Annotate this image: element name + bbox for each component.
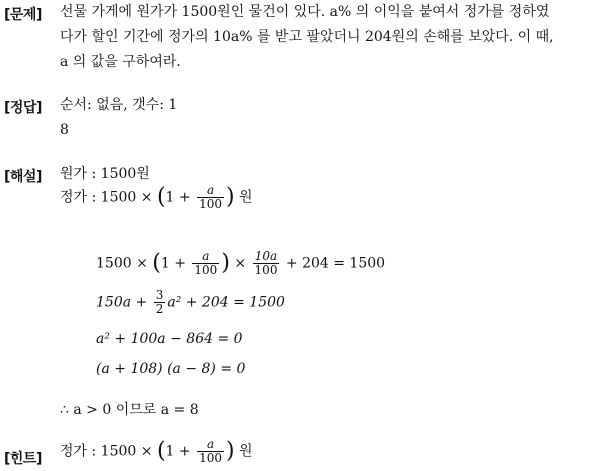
fraction-a-over-100: [197, 438, 224, 465]
problem-line-1: 선물 가게에 원가가 1500원인 물건이 있다. a% 의 이익을 붙여서 정가를 정하였: [60, 4, 550, 20]
right-paren: ): [225, 438, 235, 464]
fraction-denominator: 100: [199, 197, 222, 212]
equation-4: (a + 108) (a − 8) = 0: [96, 361, 246, 377]
won-unit: 원: [239, 443, 253, 460]
conclusion-line: ∴ a > 0 이므로 a = 8: [60, 402, 199, 418]
fraction-numerator: a: [206, 437, 215, 451]
one-plus: 1 +: [165, 189, 196, 206]
fraction-denominator: 100: [199, 451, 222, 466]
hint-tag: [힌트]: [4, 451, 42, 467]
fraction-a-over-100: [192, 250, 219, 277]
right-paren: ): [221, 250, 230, 276]
won-unit: 원: [239, 189, 253, 206]
answer-tag: [정답]: [4, 100, 42, 116]
answer-value: 8: [60, 122, 69, 138]
fraction-numerator: 3: [155, 288, 164, 302]
fraction-denominator: 2: [155, 302, 164, 317]
equation-1: [96, 250, 385, 277]
equation-2: [96, 289, 285, 316]
right-paren: ): [225, 184, 235, 210]
fraction-numerator: 10a: [254, 249, 278, 263]
eq2-prefix: 150a +: [96, 294, 152, 311]
one-plus: 1 +: [165, 443, 196, 460]
solution-tag: [해설]: [4, 169, 42, 185]
fraction-10a-over-100: [253, 250, 280, 277]
problem-line-2: 다가 할인 기간에 정가의 10a% 를 받고 팔았더니 204원의 손해를 보았다. 이 때,: [60, 29, 554, 45]
hint-price-prefix: 정가 : 1500 ×: [60, 443, 157, 460]
eq1-suffix: + 204 = 1500: [281, 255, 386, 272]
fraction-3-over-2: [154, 289, 166, 316]
left-paren: (: [156, 438, 166, 464]
fraction-numerator: a: [206, 183, 215, 197]
fraction-denominator: 100: [254, 263, 278, 278]
left-paren: (: [152, 250, 161, 276]
fraction-denominator: 100: [194, 263, 218, 278]
left-paren: (: [156, 184, 166, 210]
price-line: [60, 184, 253, 211]
equation-3: a² + 100a − 864 = 0: [96, 331, 243, 347]
eq2-suffix: a² + 204 = 1500: [167, 294, 285, 311]
cost-line: 원가 : 1500원: [60, 166, 150, 182]
price-prefix: 정가 : 1500 ×: [60, 189, 157, 206]
eq1-prefix: 1500 ×: [96, 255, 153, 272]
problem-tag: [문제]: [4, 7, 42, 23]
fraction-a-over-100: [197, 184, 224, 211]
problem-line-3: a 의 값을 구하여라.: [60, 54, 181, 70]
hint-price-line: [60, 438, 253, 465]
answer-info: 순서: 없음, 갯수: 1: [60, 97, 178, 113]
fraction-numerator: a: [202, 249, 210, 263]
one-plus: 1 +: [160, 255, 191, 272]
eq1-times: ×: [229, 255, 251, 272]
